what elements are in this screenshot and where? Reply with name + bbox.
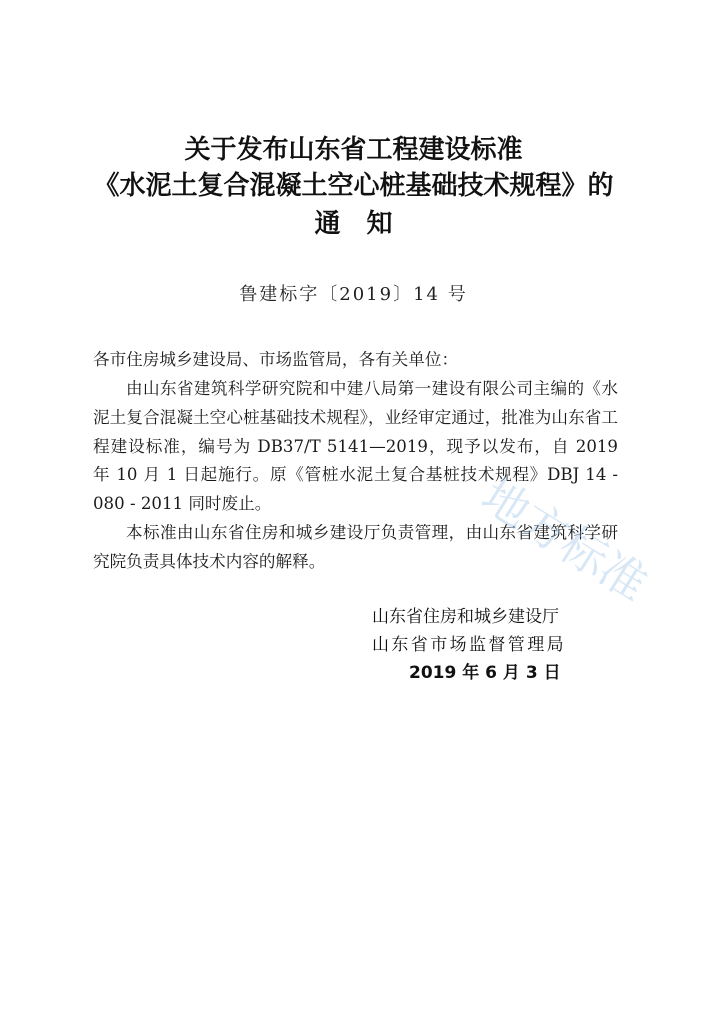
body-paragraph-2: 本标准由山东省住房和城乡建设厅负责管理，由山东省建筑科学研究院负责具体技术内容的解释。 (93, 523, 618, 571)
body-paragraph-1: 由山东省建筑科学研究院和中建八局第一建设有限公司主编的《水泥土复合混凝土空心桩基础技术规程》，业经审定通过，批准为山东省工程建设标准，编号为 DB37/T 5141—2019，现予以发布，自 2019 年 10 月 1 日起施行。原《管桩水泥土复合基桩技术规程》DBJ 14 - 080 - 2011 同时废止。 (93, 379, 618, 514)
title-line-1: 关于发布山东省工程建设标准 (184, 135, 523, 165)
signature-org-1: 山东省住房和城乡建设厅 (372, 607, 559, 627)
document-number: 鲁建标字〔2019〕14 号 (239, 284, 468, 305)
signature-date: 2019 年 6 月 3 日 (409, 663, 561, 683)
watermark: 地方标准 (472, 468, 658, 612)
addressee: 各市住房城乡建设局、市场监管局，各有关单位： (93, 350, 459, 369)
title-line-3: 通知 (314, 209, 419, 239)
signature-org-2: 山东省市场监督管理局 (372, 635, 566, 655)
title-line-2: 《水泥土复合混凝土空心桩基础技术规程》的 (93, 171, 614, 201)
